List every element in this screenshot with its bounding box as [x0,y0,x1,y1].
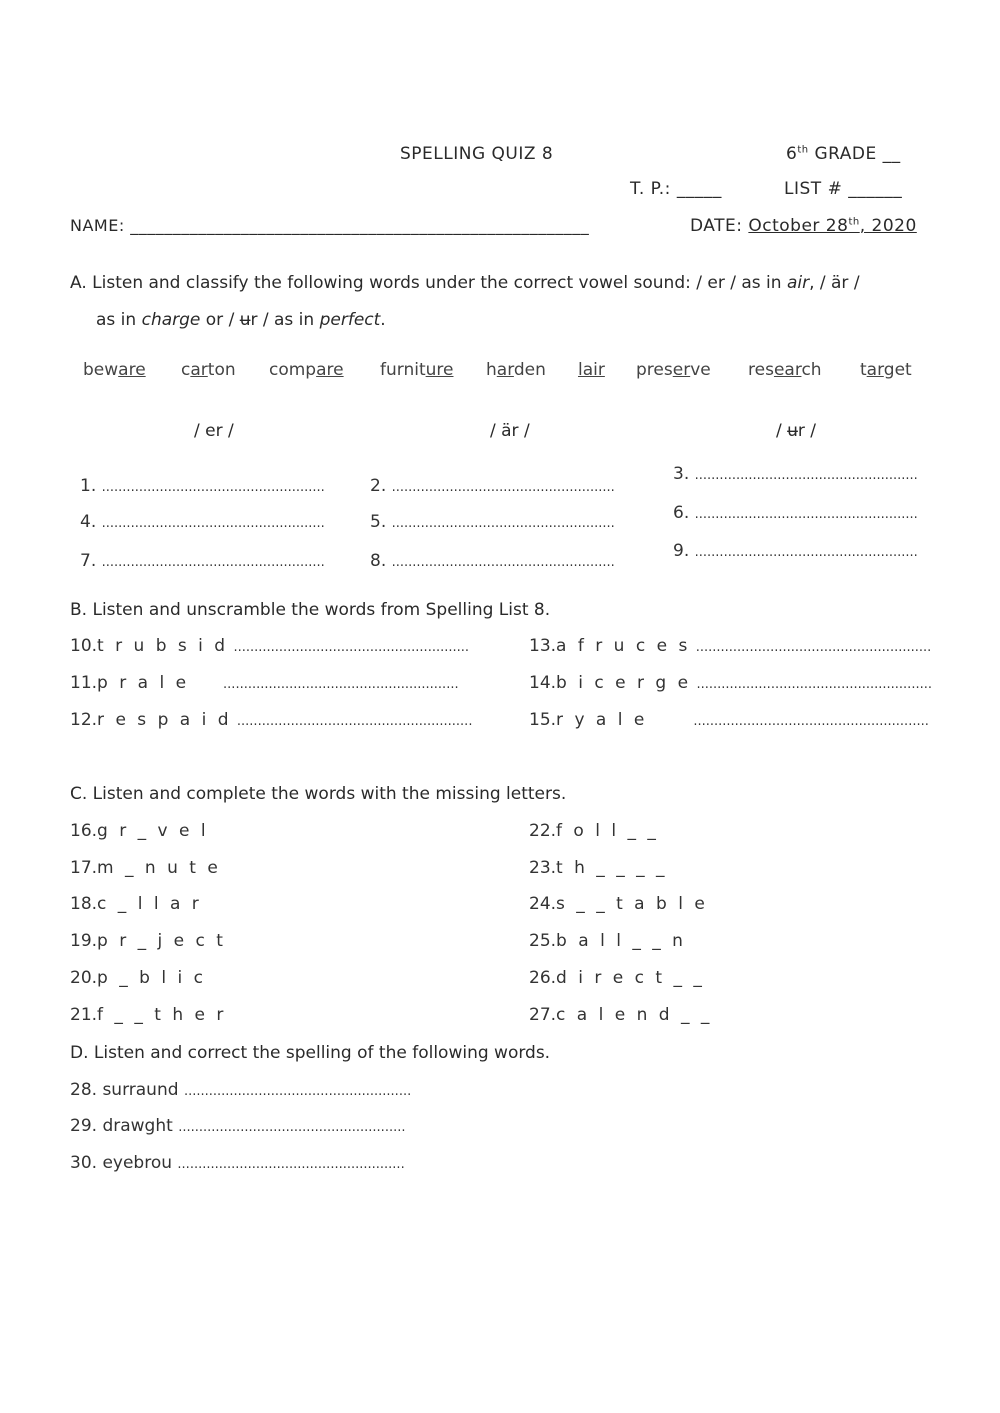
scrambled-word: r y a l e [556,710,648,730]
answer-dots: ......................................................... [233,640,470,655]
word-underlined: lair [578,360,605,380]
missing-letters-item[interactable] [70,968,206,988]
section-c-instruction: C. Listen and complete the words with the missing letters. [70,784,567,804]
answer-dots: ...................................................... [694,545,918,560]
misspelled-word: surraund [102,1080,179,1100]
partial-word: b a l l _ _ n [556,931,686,951]
item-number: 22. [529,821,557,841]
grade-text: GRADE __ [808,144,901,164]
answer-line[interactable] [80,512,325,532]
missing-letters-item[interactable] [529,894,708,914]
unscramble-item[interactable] [70,673,459,693]
word-underlined: ure [425,360,454,380]
unscramble-item[interactable] [70,710,472,730]
word-pre: c [181,360,191,380]
item-number: 23. [529,858,557,878]
answer-dots: ....................................................... [178,1120,406,1135]
answer-number: 2. [370,476,387,496]
word-pre: t [860,360,867,380]
section-a-air: air [786,273,810,293]
list-field[interactable]: LIST # ______ [784,179,903,199]
correct-spelling-item[interactable] [70,1080,411,1100]
item-number: 12. [70,710,98,730]
item-number: 24. [529,894,557,914]
partial-word: p _ b l i c [97,968,206,988]
tp-field[interactable]: T. P.: _____ [630,179,722,199]
answer-dots: ...................................................... [391,555,615,570]
item-number: 15. [529,710,557,730]
missing-letters-item[interactable] [70,931,226,951]
section-a-instruction-line1 [70,273,860,293]
item-number: 27. [529,1005,557,1025]
word-underlined: are [118,360,146,380]
item-number: 21. [70,1005,98,1025]
answer-number: 5. [370,512,387,532]
missing-letters-item[interactable] [529,858,668,878]
word-bank-item [380,360,453,380]
scrambled-word: a f r u c e s [556,636,691,656]
section-a-instruction-line2 [96,310,386,330]
answer-number: 3. [673,464,690,484]
word-pre: bew [83,360,119,380]
answer-dots: ......................................................... [693,714,929,729]
sound-heading-ar: / är / [490,421,530,441]
word-underlined: ar [866,360,884,380]
date-value-pre: October 28 [748,216,849,236]
grade-field [786,144,901,164]
answer-line[interactable] [673,464,918,484]
missing-letters-item[interactable] [70,1005,226,1025]
answer-dots: ...................................................... [391,516,615,531]
answer-dots: ...................................................... [694,507,918,522]
word-bank-item [83,360,146,380]
item-number: 29. [70,1116,98,1136]
word-pre: pres [636,360,673,380]
word-bank-item [748,360,822,380]
item-number: 20. [70,968,98,988]
word-bank-item [860,360,912,380]
answer-number: 7. [80,551,97,571]
answer-dots: ......................................................... [696,677,932,692]
answer-line[interactable] [80,551,325,571]
section-d-instruction: D. Listen and correct the spelling of the following words. [70,1043,551,1063]
answer-dots: ....................................................... [177,1157,405,1172]
section-a-line2-pre: as in [96,310,142,330]
partial-word: c a l e n d _ _ [556,1005,713,1025]
word-bank-item [578,360,605,380]
scrambled-word: b i c e r g e [556,673,692,693]
scrambled-word: r e s p a i d [97,710,232,730]
misspelled-word: eyebrou [102,1153,173,1173]
item-number: 30. [70,1153,98,1173]
unscramble-item[interactable] [529,710,929,730]
answer-number: 4. [80,512,97,532]
item-number: 26. [529,968,557,988]
date-value [748,216,916,236]
partial-word: m _ n u t e [97,858,221,878]
answer-line[interactable] [673,503,918,523]
partial-word: d i r e c t _ _ [556,968,705,988]
correct-spelling-item[interactable] [70,1116,405,1136]
missing-letters-item[interactable] [529,931,686,951]
item-number: 19. [70,931,98,951]
date-value-sup: th [848,216,860,228]
grade-suffix: th [797,144,809,156]
word-post: den [513,360,546,380]
word-bank-item [181,360,236,380]
answer-number: 9. [673,541,690,561]
unscramble-item[interactable] [529,673,932,693]
answer-dots: ......................................................... [223,677,459,692]
word-underlined: ar [496,360,514,380]
word-post: get [883,360,912,380]
scrambled-word: p r a l e [97,673,190,693]
item-number: 16. [70,821,98,841]
item-number: 18. [70,894,98,914]
item-number: 14. [529,673,557,693]
missing-letters-item[interactable] [70,858,221,878]
scrambled-word: t r u b s i d [97,636,229,656]
word-pre: h [486,360,497,380]
word-bank-item [636,360,711,380]
date-label: DATE: [690,216,743,236]
partial-word: s _ _ t a b l e [556,894,708,914]
answer-line[interactable] [370,476,615,496]
word-underlined: er [672,360,691,380]
correct-spelling-item[interactable] [70,1153,405,1173]
word-underlined: are [316,360,344,380]
answer-line[interactable] [370,551,615,571]
item-number: 11. [70,673,98,693]
item-number: 25. [529,931,557,951]
missing-letters-item[interactable] [529,968,705,988]
section-a-line1-pre: A. Listen and classify the following words under the correct vowel sound: / er / as in [70,273,787,293]
misspelled-word: drawght [102,1116,173,1136]
word-post: ch [801,360,822,380]
section-a-charge: charge [141,310,201,330]
item-number: 28. [70,1080,98,1100]
answer-line[interactable] [80,476,325,496]
missing-letters-item[interactable] [70,821,209,841]
name-field[interactable]: NAME: ______________________________________________________ [70,216,590,235]
answer-dots: ...................................................... [101,516,325,531]
sound-heading-ur: / ʉr / [776,421,817,441]
partial-word: c _ l l a r [97,894,202,914]
missing-letters-item[interactable] [529,1005,712,1025]
word-pre: furnit [380,360,426,380]
partial-word: f _ _ t h e r [97,1005,227,1025]
partial-word: p r _ j e c t [97,931,226,951]
quiz-title: SPELLING QUIZ 8 [400,144,554,164]
item-number: 13. [529,636,557,656]
word-post: ton [207,360,236,380]
answer-line[interactable] [673,541,918,561]
unscramble-item[interactable] [529,636,931,656]
missing-letters-item[interactable] [70,894,202,914]
answer-dots: ...................................................... [101,555,325,570]
answer-dots: ......................................................... [695,640,932,655]
date-value-post: , 2020 [859,216,917,236]
section-a-line2-mid: or / ʉr / as in [200,310,320,330]
word-underlined: ar [190,360,208,380]
answer-dots: ....................................................... [183,1084,412,1099]
answer-dots: ...................................................... [694,468,918,483]
section-b-instruction: B. Listen and unscramble the words from Spelling List 8. [70,600,551,620]
answer-line[interactable] [370,512,615,532]
unscramble-item[interactable] [70,636,469,656]
word-bank-item [486,360,546,380]
sound-heading-er: / er / [194,421,234,441]
word-bank-item [269,360,344,380]
answer-dots: ......................................................... [236,714,473,729]
section-a-perfect: perfect [319,310,381,330]
word-pre: comp [269,360,317,380]
partial-word: g r _ v e l [97,821,209,841]
answer-number: 1. [80,476,97,496]
grade-number: 6 [786,144,798,164]
word-pre: res [748,360,774,380]
item-number: 17. [70,858,98,878]
answer-dots: ...................................................... [391,480,615,495]
answer-dots: ...................................................... [101,480,325,495]
item-number: 10. [70,636,98,656]
word-underlined: ear [773,360,802,380]
word-post: ve [690,360,711,380]
partial-word: f o l l _ _ [556,821,659,841]
section-a-line1-post: , / är / [809,273,860,293]
date-field [690,216,917,236]
section-a-line2-post: . [380,310,386,330]
answer-number: 6. [673,503,690,523]
partial-word: t h _ _ _ _ [556,858,668,878]
missing-letters-item[interactable] [529,821,659,841]
answer-number: 8. [370,551,387,571]
